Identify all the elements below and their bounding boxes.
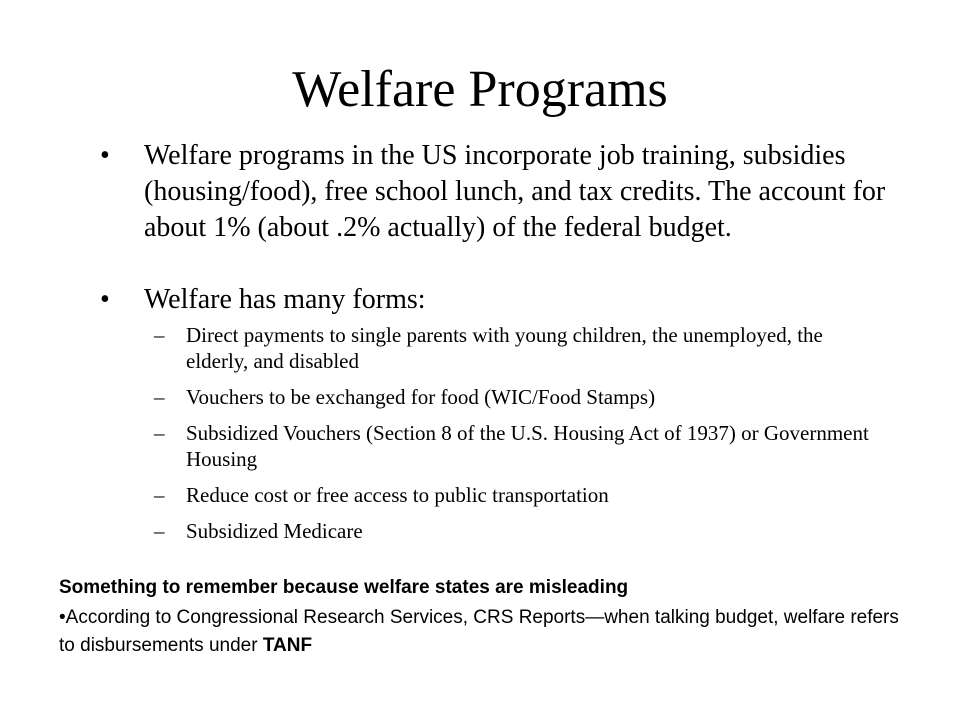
sub-bullet-marker: –	[154, 421, 165, 445]
note-heading: Something to remember because welfare states are misleading	[59, 577, 629, 598]
sub-bullet-text: Subsidized Vouchers (Section 8 of the U.S. Housing Act of 1937) or Government Housing	[186, 421, 869, 471]
bullet-item	[100, 282, 920, 318]
note-bullet-marker: •	[59, 607, 66, 628]
bullet-marker: •	[100, 140, 110, 171]
bullet-text: Welfare programs in the US incorporate job training, subsidies (housing/food), free school lunch, and tax credits. The account for about 1% (about .2% actually) of the federal budget.	[144, 140, 886, 243]
sub-bullet-item	[154, 482, 874, 508]
bullet-marker: •	[100, 284, 110, 315]
sub-bullet-item	[154, 420, 874, 472]
sub-bullet-text: Direct payments to single parents with young children, the unemployed, the elderly, and disabled	[186, 323, 823, 373]
sub-bullet-item	[154, 322, 874, 374]
sub-bullet-marker: –	[154, 385, 165, 409]
slide-title: Welfare Programs	[292, 61, 668, 118]
sub-bullet-item	[154, 384, 874, 410]
bullet-text: Welfare has many forms:	[144, 284, 426, 315]
note-body	[59, 604, 899, 660]
sub-bullet-marker: –	[154, 519, 165, 543]
sub-bullet-item	[154, 518, 874, 544]
sub-bullet-text: Vouchers to be exchanged for food (WIC/Food Stamps)	[186, 385, 656, 409]
sub-bullet-marker: –	[154, 323, 165, 347]
bullet-item	[100, 138, 920, 246]
sub-bullet-marker: –	[154, 483, 165, 507]
note-body-text: According to Congressional Research Services, CRS Reports—when talking budget, welfare refers to disbursements under	[59, 607, 899, 656]
sub-bullet-text: Subsidized Medicare	[186, 519, 363, 543]
sub-bullet-text: Reduce cost or free access to public transportation	[186, 483, 609, 507]
note-emphasis: TANF	[262, 635, 313, 656]
